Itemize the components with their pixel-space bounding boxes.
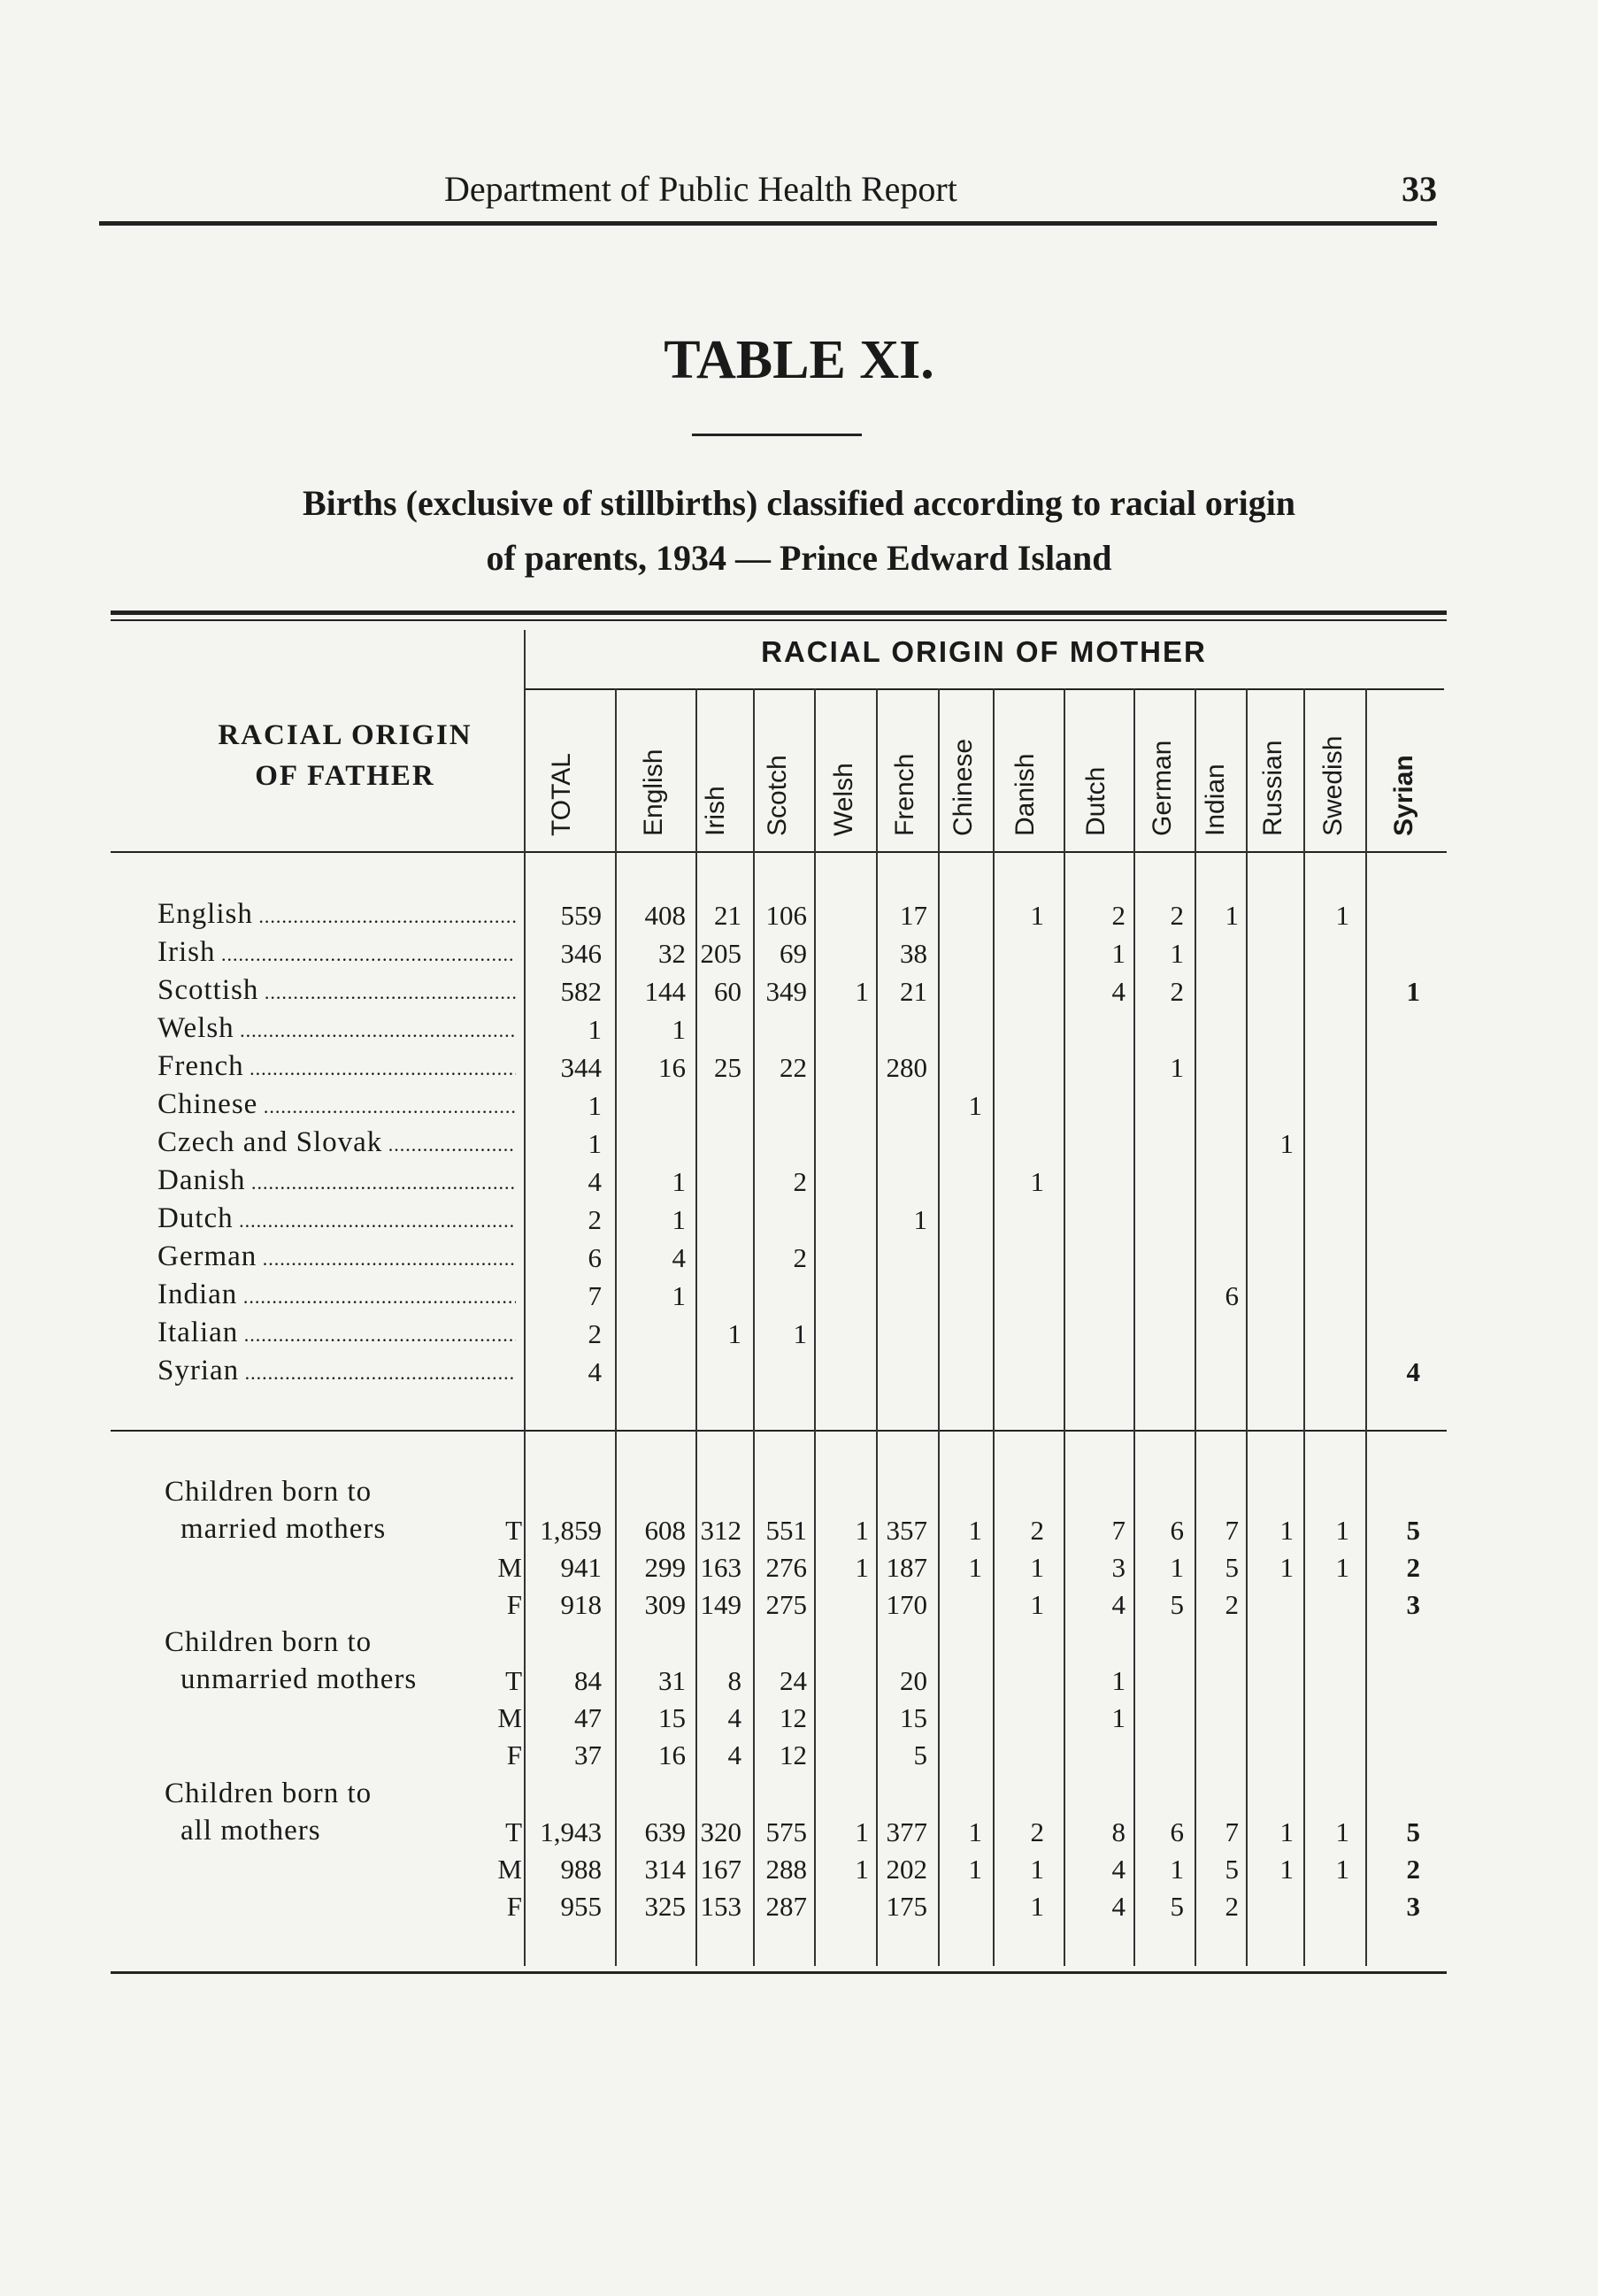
column-header-swedish: Swedish [1318, 735, 1348, 836]
table-cell: 6 [1225, 1280, 1239, 1311]
table-cell: 312 [700, 1515, 741, 1546]
table-cell: 1 [1406, 976, 1420, 1007]
table-cell: 1 [1335, 900, 1349, 931]
summary-label-line-2: married mothers [181, 1513, 387, 1545]
table-cell: 5 [1225, 1854, 1239, 1885]
summary-label-line-1: Children born to [165, 1778, 373, 1809]
table-cell: 2 [1030, 1816, 1044, 1847]
table-cell: 7 [1225, 1515, 1239, 1546]
table-cell: 1 [855, 976, 869, 1007]
column-header-scotch: Scotch [763, 755, 792, 836]
column-separator [615, 688, 617, 1966]
table-cell: 5 [1225, 1552, 1239, 1583]
table-cell: 1,859 [540, 1515, 602, 1546]
table-cell: 918 [560, 1589, 602, 1620]
caption-line-2: of parents, 1934 — Prince Edward Island [486, 538, 1112, 578]
table-title: TABLE XI. [664, 330, 934, 390]
table-cell: 1 [968, 1515, 982, 1546]
table-cell: 15 [658, 1702, 686, 1733]
table-cell: 309 [644, 1589, 686, 1620]
table-cell: 1 [1335, 1816, 1349, 1847]
table-cell: 4 [1111, 1589, 1126, 1620]
table-cell: 15 [900, 1702, 927, 1733]
table-cell: 1 [1030, 1166, 1044, 1197]
father-origin-header [168, 715, 522, 796]
table-cell: 163 [700, 1552, 741, 1583]
table-cell: 38 [900, 938, 927, 969]
table-cell: 187 [886, 1552, 927, 1583]
sex-indicator: F [506, 1589, 522, 1620]
table-cell: 4 [727, 1702, 741, 1733]
column-separator [1133, 688, 1135, 1966]
table-cell: 575 [765, 1816, 807, 1847]
mother-header-rule [524, 688, 1444, 690]
table-cell: 275 [765, 1589, 807, 1620]
table-cell: 4 [1111, 976, 1126, 1007]
table-cell: 276 [765, 1552, 807, 1583]
father-row-label: Welsh ..... [157, 1012, 516, 1048]
table-caption [124, 476, 1474, 586]
table-cell: 349 [765, 976, 807, 1007]
table-cell: 170 [886, 1589, 927, 1620]
summary-label-line-1: Children born to [165, 1476, 373, 1508]
table-cell: 5 [913, 1739, 927, 1770]
father-row-label: Dutch ..... [157, 1202, 516, 1238]
column-header-french: French [890, 753, 919, 836]
table-cell: 3 [1406, 1589, 1420, 1620]
column-header-indian: Indian [1201, 764, 1230, 836]
sex-indicator: T [505, 1665, 522, 1696]
table-cell: 639 [644, 1816, 686, 1847]
table-cell: 1 [1111, 1665, 1126, 1696]
summary-label-line-2: unmarried mothers [181, 1663, 418, 1695]
table-cell: 1 [672, 1280, 686, 1311]
table-cell: 5 [1406, 1515, 1420, 1546]
table-cell: 2 [588, 1204, 602, 1235]
table-cell: 2 [793, 1242, 807, 1273]
table-cell: 1 [1030, 1552, 1044, 1583]
table-cell: 408 [644, 900, 686, 931]
column-header-syrian: Syrian [1389, 755, 1418, 836]
table-cell: 17 [900, 900, 927, 931]
column-separator [876, 688, 878, 1966]
table-cell: 8 [1111, 1816, 1126, 1847]
column-separator [814, 688, 816, 1966]
table-cell: 1 [1279, 1854, 1294, 1885]
table-cell: 1 [1030, 1854, 1044, 1885]
table-cell: 1 [1030, 1589, 1044, 1620]
table-cell: 1 [672, 1204, 686, 1235]
table-cell: 12 [780, 1702, 807, 1733]
sex-indicator: M [497, 1702, 522, 1733]
table-cell: 3 [1111, 1552, 1126, 1583]
summary-label-line-2: all mothers [181, 1815, 321, 1847]
column-separator [1365, 688, 1367, 1966]
table-cell: 144 [644, 976, 686, 1007]
table-cell: 1 [1170, 938, 1184, 969]
table-cell: 582 [560, 976, 602, 1007]
table-cell: 320 [700, 1816, 741, 1847]
table-cell: 1 [1170, 1854, 1184, 1885]
father-row-label: French ..... [157, 1050, 516, 1086]
table-cell: 2 [793, 1166, 807, 1197]
table-cell: 1 [913, 1204, 927, 1235]
table-top-rule [111, 610, 1447, 615]
table-cell: 12 [780, 1739, 807, 1770]
table-cell: 2 [1406, 1552, 1420, 1583]
table-cell: 1 [1170, 1552, 1184, 1583]
table-cell: 4 [1111, 1891, 1126, 1922]
table-cell: 47 [574, 1702, 602, 1733]
table-cell: 1 [1335, 1552, 1349, 1583]
title-divider [692, 434, 862, 436]
table-cell: 2 [588, 1318, 602, 1349]
father-row-label: Irish ..... [157, 936, 516, 971]
table-cell: 1 [968, 1552, 982, 1583]
father-row-label: Syrian ..... [157, 1355, 516, 1390]
table-cell: 69 [780, 938, 807, 969]
table-cell: 4 [1111, 1854, 1126, 1885]
sex-indicator: M [497, 1854, 522, 1885]
table-cell: 167 [700, 1854, 741, 1885]
table-cell: 344 [560, 1052, 602, 1083]
table-cell: 3 [1406, 1891, 1420, 1922]
table-cell: 1 [1335, 1854, 1349, 1885]
sex-indicator: F [506, 1739, 522, 1770]
table-cell: 2 [1406, 1854, 1420, 1885]
column-header-chinese: Chinese [949, 738, 978, 836]
table-cell: 175 [886, 1891, 927, 1922]
table-cell: 1 [855, 1552, 869, 1583]
column-separator [1246, 688, 1248, 1966]
table-cell: 2 [1030, 1515, 1044, 1546]
table-cell: 1 [672, 1166, 686, 1197]
sex-indicator: T [505, 1515, 522, 1546]
report-title: Department of Public Health Report [444, 169, 957, 209]
table-cell: 1 [588, 1014, 602, 1045]
column-header-total: TOTAL [547, 753, 576, 836]
table-cell: 2 [1111, 900, 1126, 931]
column-header-welsh: Welsh [829, 763, 858, 836]
column-header-danish: Danish [1010, 753, 1040, 836]
table-cell: 2 [1170, 900, 1184, 931]
column-header-russian: Russian [1258, 740, 1287, 836]
table-cell: 299 [644, 1552, 686, 1583]
table-cell: 1 [855, 1515, 869, 1546]
father-row-label: Scottish ..... [157, 974, 516, 1010]
father-row-label: Danish ..... [157, 1164, 516, 1200]
mother-origin-header: RACIAL ORIGIN OF MOTHER [761, 635, 1207, 668]
father-header-line-1: RACIAL ORIGIN [218, 719, 472, 751]
label-column-separator [524, 630, 526, 692]
table-cell: 1 [968, 1816, 982, 1847]
table-cell: 1 [1279, 1816, 1294, 1847]
table-cell: 346 [560, 938, 602, 969]
table-cell: 1 [855, 1816, 869, 1847]
table-cell: 5 [1170, 1589, 1184, 1620]
father-row-label: Czech and Slovak ..... [157, 1126, 516, 1162]
table-cell: 608 [644, 1515, 686, 1546]
table-cell: 25 [714, 1052, 741, 1083]
sex-indicator: T [505, 1816, 522, 1847]
column-header-dutch: Dutch [1081, 766, 1110, 836]
table-cell: 1 [1111, 1702, 1126, 1733]
column-separator [1195, 688, 1196, 1966]
father-row-label: German ..... [157, 1240, 516, 1276]
table-cell: 1 [1279, 1515, 1294, 1546]
table-cell: 941 [560, 1552, 602, 1583]
table-cell: 4 [727, 1739, 741, 1770]
table-cell: 7 [588, 1280, 602, 1311]
table-cell: 205 [700, 938, 741, 969]
table-cell: 377 [886, 1816, 927, 1847]
father-header-line-2: OF FATHER [255, 760, 435, 792]
table-cell: 1 [727, 1318, 741, 1349]
father-row-label: Italian ..... [157, 1317, 516, 1352]
table-cell: 149 [700, 1589, 741, 1620]
table-cell: 2 [1170, 976, 1184, 1007]
table-cell: 5 [1406, 1816, 1420, 1847]
table-cell: 357 [886, 1515, 927, 1546]
father-row-label: Chinese ..... [157, 1088, 516, 1124]
table-cell: 314 [644, 1854, 686, 1885]
table-cell: 16 [658, 1739, 686, 1770]
sex-indicator: M [497, 1552, 522, 1583]
column-separator [938, 688, 940, 1966]
table-top-rule-thin [111, 619, 1447, 621]
table-cell: 6 [1170, 1816, 1184, 1847]
table-cell: 1 [1030, 900, 1044, 931]
column-separator [1064, 688, 1065, 1966]
table-cell: 7 [1111, 1515, 1126, 1546]
sex-indicator: F [506, 1891, 522, 1922]
table-cell: 1 [1335, 1515, 1349, 1546]
caption-line-1: Births (exclusive of stillbirths) classified according to racial origin [302, 483, 1296, 523]
table-cell: 153 [700, 1891, 741, 1922]
table-cell: 1 [588, 1128, 602, 1159]
table-cell: 280 [886, 1052, 927, 1083]
table-cell: 2 [1225, 1891, 1239, 1922]
table-cell: 1 [855, 1854, 869, 1885]
table-cell: 1 [968, 1854, 982, 1885]
table-cell: 551 [765, 1515, 807, 1546]
table-cell: 1 [1225, 900, 1239, 931]
table-cell: 559 [560, 900, 602, 931]
running-head [99, 168, 1437, 226]
table-cell: 16 [658, 1052, 686, 1083]
father-row-label: English ..... [157, 898, 516, 933]
table-cell: 325 [644, 1891, 686, 1922]
table-cell: 24 [780, 1665, 807, 1696]
table-cell: 21 [714, 900, 741, 931]
table-cell: 1,943 [540, 1816, 602, 1847]
table-cell: 6 [588, 1242, 602, 1273]
column-header-english: English [639, 749, 668, 836]
table-cell: 1 [1170, 1052, 1184, 1083]
table-cell: 4 [672, 1242, 686, 1273]
column-header-irish: Irish [701, 786, 730, 836]
table-cell: 6 [1170, 1515, 1184, 1546]
table-bottom-rule [111, 1971, 1447, 1974]
table-cell: 1 [1279, 1128, 1294, 1159]
table-cell: 32 [658, 938, 686, 969]
column-separator [1303, 688, 1305, 1966]
table-cell: 106 [765, 900, 807, 931]
table-cell: 1 [588, 1090, 602, 1121]
table-cell: 1 [793, 1318, 807, 1349]
table-cell: 1 [1030, 1891, 1044, 1922]
table-cell: 288 [765, 1854, 807, 1885]
table-cell: 988 [560, 1854, 602, 1885]
table-cell: 22 [780, 1052, 807, 1083]
table-cell: 4 [588, 1166, 602, 1197]
table-cell: 1 [1111, 938, 1126, 969]
table-cell: 7 [1225, 1816, 1239, 1847]
father-row-label: Indian ..... [157, 1279, 516, 1314]
table-cell: 21 [900, 976, 927, 1007]
table-cell: 20 [900, 1665, 927, 1696]
column-header-german: German [1148, 740, 1177, 836]
table-cell: 37 [574, 1739, 602, 1770]
table-cell: 1 [672, 1014, 686, 1045]
table-cell: 8 [727, 1665, 741, 1696]
page-number: 33 [1402, 169, 1437, 209]
summary-label-line-1: Children born to [165, 1626, 373, 1658]
table-cell: 31 [658, 1665, 686, 1696]
table-cell: 60 [714, 976, 741, 1007]
table-cell: 955 [560, 1891, 602, 1922]
table-cell: 5 [1170, 1891, 1184, 1922]
table-cell: 4 [588, 1356, 602, 1387]
table-cell: 2 [1225, 1589, 1239, 1620]
table-cell: 84 [574, 1665, 602, 1696]
table-cell: 287 [765, 1891, 807, 1922]
column-separator [993, 688, 995, 1966]
table-cell: 202 [886, 1854, 927, 1885]
table-cell: 1 [1279, 1552, 1294, 1583]
table-cell: 1 [968, 1090, 982, 1121]
table-cell: 4 [1406, 1356, 1420, 1387]
